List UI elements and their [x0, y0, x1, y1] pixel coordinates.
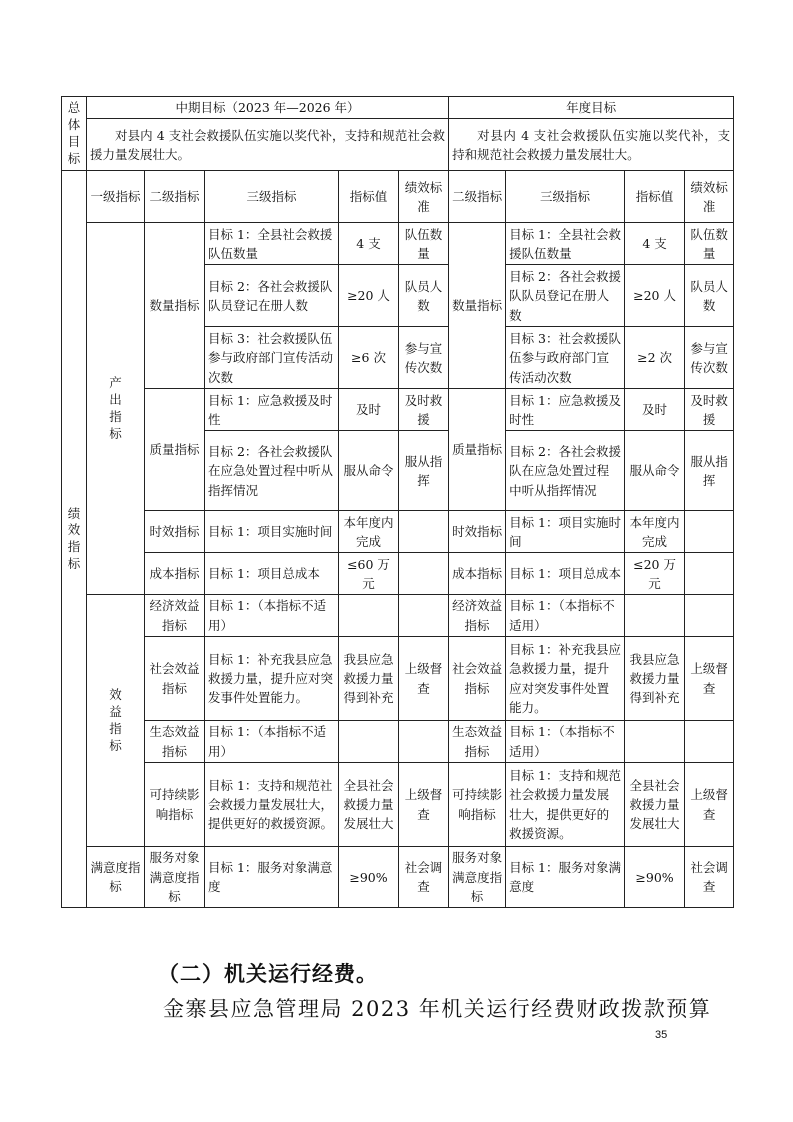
mid-e1-val: [339, 595, 399, 637]
mid-q2-val: ≥20 人: [339, 265, 399, 327]
level2-social: 社会效益指标: [145, 637, 205, 721]
mid-e1-l3: 目标 1：（本指标不适用）: [205, 595, 339, 637]
header-level3: 三级指标: [205, 171, 339, 223]
performance-indicator-label: 绩效指标: [62, 171, 87, 908]
mid-s1-std: 上级督查: [399, 637, 449, 721]
level2-service: 服务对象满意度指标: [145, 847, 205, 908]
annual-k1-std: 上级督查: [685, 763, 734, 847]
annual-k1-val: 全县社会救援力量发展壮大: [625, 763, 685, 847]
mid-k1-val: 全县社会救援力量发展壮大: [339, 763, 399, 847]
level2-quantity-annual: 数量指标: [449, 223, 506, 389]
level2-quantity: 数量指标: [145, 223, 205, 389]
mid-q3-std: 参与宣传次数: [399, 327, 449, 389]
level2-economic: 经济效益指标: [145, 595, 205, 637]
mid-k1-std: 上级督查: [399, 763, 449, 847]
mid-m1-l3: 目标 1：服务对象满意度: [205, 847, 339, 908]
mid-ql2-std: 服从指挥: [399, 431, 449, 511]
header-standard: 绩效标准: [399, 171, 449, 223]
level1-output: 产出指标: [87, 223, 145, 595]
mid-k1-l3: 目标 1：支持和规范社会救援力量发展壮大，提供更好的救援资源。: [205, 763, 339, 847]
level1-satisfaction: 满意度指标: [87, 847, 145, 908]
mid-ql2-val: 服从命令: [339, 431, 399, 511]
mid-m1-std: 社会调查: [399, 847, 449, 908]
annual-q1-val: 4 支: [625, 223, 685, 265]
header-standard-annual: 绩效标准: [685, 171, 734, 223]
annual-t1-l3: 目标 1：项目实施时间: [506, 511, 625, 553]
level2-sustainable-annual: 可持续影响指标: [449, 763, 506, 847]
annual-s1-l3: 目标 1：补充我县应急救援力量，提升应对突发事件处置能力。: [506, 637, 625, 721]
annual-q3-val: ≥2 次: [625, 327, 685, 389]
annual-g1-val: [625, 721, 685, 763]
mid-g1-l3: 目标 1：（本指标不适用）: [205, 721, 339, 763]
annual-m1-l3: 目标 1：服务对象满意度: [506, 847, 625, 908]
level2-service-annual: 服务对象满意度指标: [449, 847, 506, 908]
level2-cost: 成本指标: [145, 553, 205, 595]
level2-timeliness-annual: 时效指标: [449, 511, 506, 553]
header-value: 指标值: [339, 171, 399, 223]
mid-t1-val: 本年度内完成: [339, 511, 399, 553]
mid-q1-val: 4 支: [339, 223, 399, 265]
mid-ql1-l3: 目标 1：应急救援及时性: [205, 389, 339, 431]
annual-g1-std: [685, 721, 734, 763]
annual-t1-std: [685, 511, 734, 553]
mid-q1-l3: 目标 1：全县社会救援队伍数量: [205, 223, 339, 265]
mid-t1-std: [399, 511, 449, 553]
level2-timeliness: 时效指标: [145, 511, 205, 553]
annual-q3-std: 参与宣传次数: [685, 327, 734, 389]
annual-s1-val: 我县应急救援力量得到补充: [625, 637, 685, 721]
annual-ql1-std: 及时救援: [685, 389, 734, 431]
mid-q2-l3: 目标 2：各社会救援队队员登记在册人数: [205, 265, 339, 327]
mid-ql2-l3: 目标 2：各社会救援队在应急处置过程中听从指挥情况: [205, 431, 339, 511]
mid-c1-std: [399, 553, 449, 595]
level2-sustainable: 可持续影响指标: [145, 763, 205, 847]
annual-q1-l3: 目标 1：全县社会救援队伍数量: [506, 223, 625, 265]
mid-q1-std: 队伍数量: [399, 223, 449, 265]
annual-c1-std: [685, 553, 734, 595]
annual-ql2-val: 服从命令: [625, 431, 685, 511]
annual-s1-std: 上级督查: [685, 637, 734, 721]
mid-term-goal-text: 对县内 4 支社会救援队伍实施以奖代补，支持和规范社会救援力量发展壮大。: [87, 119, 449, 171]
performance-table: [61, 96, 734, 908]
header-level2-annual: 二级指标: [449, 171, 506, 223]
header-value-annual: 指标值: [625, 171, 685, 223]
annual-q1-std: 队伍数量: [685, 223, 734, 265]
level2-quality: 质量指标: [145, 389, 205, 511]
level2-quality-annual: 质量指标: [449, 389, 506, 511]
mid-g1-std: [399, 721, 449, 763]
level2-ecological: 生态效益指标: [145, 721, 205, 763]
annual-q2-std: 队员人数: [685, 265, 734, 327]
mid-c1-l3: 目标 1：项目总成本: [205, 553, 339, 595]
header-level1: 一级指标: [87, 171, 145, 223]
annual-ql2-l3: 目标 2：各社会救援队在应急处置过程中听从指挥情况: [506, 431, 625, 511]
annual-m1-val: ≥90%: [625, 847, 685, 908]
mid-q3-val: ≥6 次: [339, 327, 399, 389]
annual-e1-l3: 目标 1：（本指标不适用）: [506, 595, 625, 637]
mid-e1-std: [399, 595, 449, 637]
mid-s1-l3: 目标 1：补充我县应急救援力量，提升应对突发事件处置能力。: [205, 637, 339, 721]
mid-g1-val: [339, 721, 399, 763]
annual-goal-header: 年度目标: [449, 97, 734, 119]
annual-q2-l3: 目标 2：各社会救援队队员登记在册人数: [506, 265, 625, 327]
page-number: 35: [655, 1029, 668, 1041]
annual-q3-l3: 目标 3：社会救援队伍参与政府部门宣传活动次数: [506, 327, 625, 389]
mid-term-goal-header: 中期目标（2023 年—2026 年）: [87, 97, 449, 119]
mid-m1-val: ≥90%: [339, 847, 399, 908]
overall-goal-label: 总体目标: [62, 97, 87, 171]
header-level2: 二级指标: [145, 171, 205, 223]
mid-ql1-val: 及时: [339, 389, 399, 431]
annual-c1-l3: 目标 1：项目总成本: [506, 553, 625, 595]
level1-effect: 效益指标: [87, 595, 145, 847]
header-level3-annual: 三级指标: [506, 171, 625, 223]
level2-economic-annual: 经济效益指标: [449, 595, 506, 637]
annual-g1-l3: 目标 1：（本指标不适用）: [506, 721, 625, 763]
mid-q2-std: 队员人数: [399, 265, 449, 327]
annual-goal-text: 对县内 4 支社会救援队伍实施以奖代补，支持和规范社会救援力量发展壮大。: [449, 119, 734, 171]
annual-c1-val: ≤20 万元: [625, 553, 685, 595]
annual-ql1-val: 及时: [625, 389, 685, 431]
mid-q3-l3: 目标 3：社会救援队伍参与政府部门宣传活动次数: [205, 327, 339, 389]
annual-ql1-l3: 目标 1：应急救援及时性: [506, 389, 625, 431]
level2-cost-annual: 成本指标: [449, 553, 506, 595]
section-heading: （二）机关运行经费。: [158, 962, 378, 986]
level2-social-annual: 社会效益指标: [449, 637, 506, 721]
mid-c1-val: ≤60 万元: [339, 553, 399, 595]
annual-t1-val: 本年度内完成: [625, 511, 685, 553]
annual-e1-val: [625, 595, 685, 637]
annual-ql2-std: 服从指挥: [685, 431, 734, 511]
mid-ql1-std: 及时救援: [399, 389, 449, 431]
level2-ecological-annual: 生态效益指标: [449, 721, 506, 763]
mid-t1-l3: 目标 1：项目实施时间: [205, 511, 339, 553]
annual-m1-std: 社会调查: [685, 847, 734, 908]
annual-e1-std: [685, 595, 734, 637]
mid-s1-val: 我县应急救援力量得到补充: [339, 637, 399, 721]
budget-heading: 金寨县应急管理局 2023 年机关运行经费财政拨款预算: [163, 997, 712, 1021]
annual-q2-val: ≥20 人: [625, 265, 685, 327]
annual-k1-l3: 目标 1：支持和规范社会救援力量发展壮大，提供更好的救援资源。: [506, 763, 625, 847]
